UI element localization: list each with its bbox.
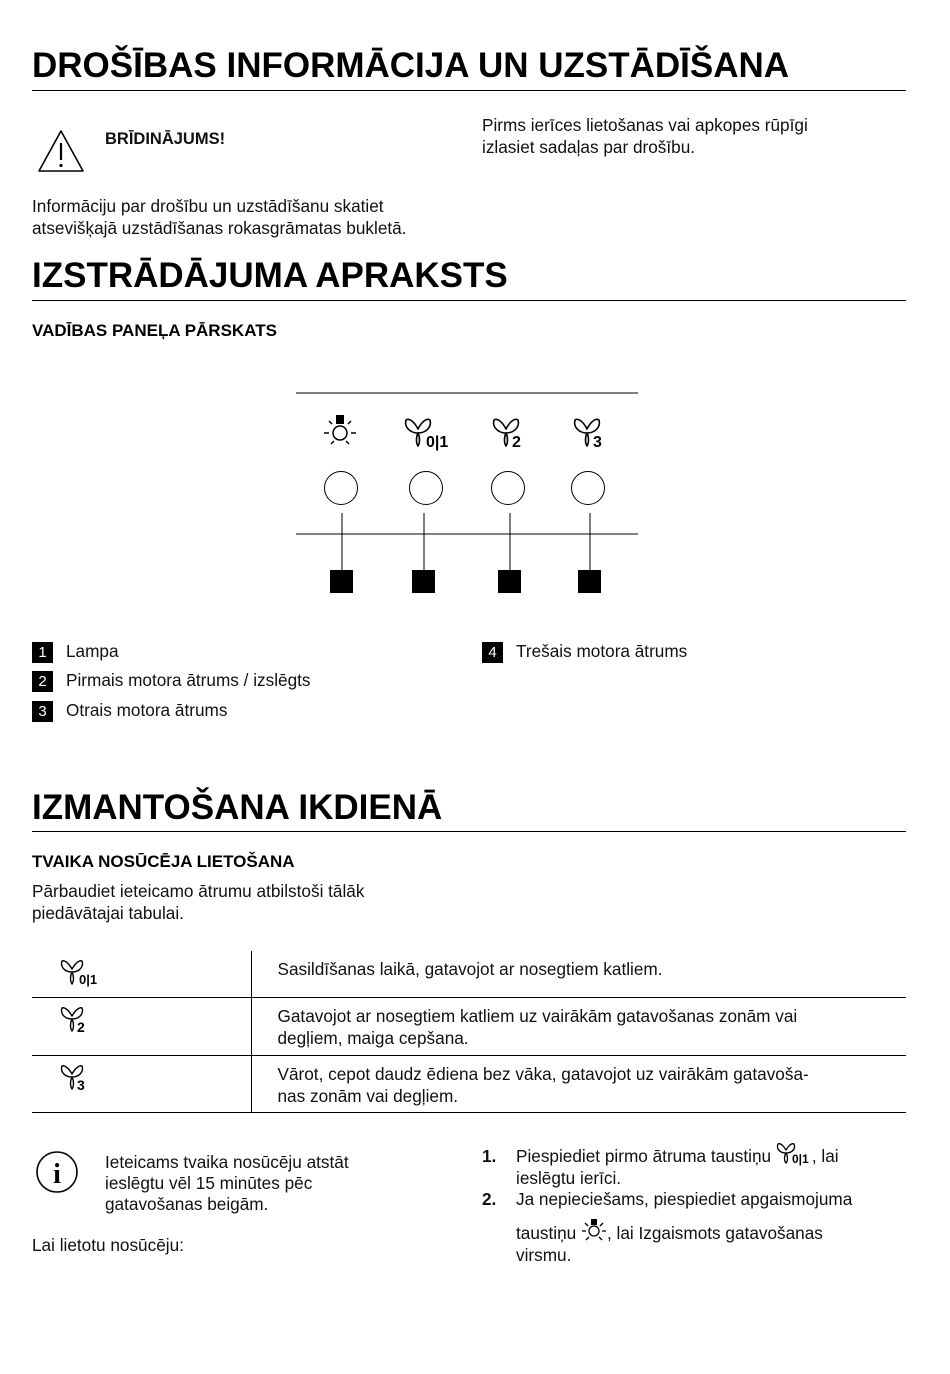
- fan-speed-01-icon: [406, 419, 449, 451]
- legend-number: 1: [32, 642, 53, 663]
- svg-text:2: 2: [77, 1018, 85, 1035]
- section-title-daily-use: IZMANTOŠANA IKDIENĀ: [32, 788, 443, 827]
- intro-line2: piedāvātajai tabulai.: [32, 903, 184, 923]
- lamp-icon: [581, 1218, 607, 1242]
- usage-intro: Lai lietotu nosūcēju:: [32, 1235, 184, 1255]
- speed-table: [32, 951, 906, 1113]
- marker-4: [578, 570, 601, 593]
- legend-label: Lampa: [66, 641, 119, 661]
- divider: [32, 831, 906, 832]
- step-text-part: Piespiediet pirmo ātruma taustiņu: [516, 1146, 772, 1166]
- subtitle-control-panel: VADĪBAS PANEĻA PĀRSKATS: [32, 321, 277, 340]
- speed3-button: [572, 472, 605, 505]
- section-title-safety: DROŠĪBAS INFORMĀCIJA UN UZSTĀDĪŠANA: [32, 46, 790, 85]
- info-note-line3: gatavošanas beigām.: [105, 1194, 269, 1214]
- table-row: [32, 1055, 906, 1112]
- fan-speed-2-icon: [494, 419, 521, 451]
- warning-label: BRĪDINĀJUMS!: [105, 130, 226, 148]
- safety-note-left-line2: atsevišķajā uzstādīšanas rokasgrāmatas bukletā.: [32, 218, 407, 238]
- table-cell-icon: [32, 951, 251, 997]
- step-text: [516, 1142, 912, 1189]
- fan-speed-01-icon: [60, 959, 104, 989]
- lamp-button: [325, 472, 358, 505]
- svg-text:0|1: 0|1: [79, 972, 98, 987]
- step-number: 1.: [482, 1146, 497, 1166]
- step-text-part: , lai Izgaismots gatavošanas: [606, 1223, 823, 1243]
- table-row: [32, 951, 906, 997]
- speed2-button: [492, 472, 525, 505]
- safety-note-left-line1: Informāciju par drošību un uzstādīšanu skatiet: [32, 196, 384, 216]
- svg-text:0|1: 0|1: [791, 1152, 809, 1166]
- safety-note-right-line1: Pirms ierīces lietošanas vai apkopes rūpīgi: [482, 115, 808, 135]
- legend-label: Otrais motora ātrums: [66, 700, 228, 720]
- fan-speed-01-icon: [776, 1142, 816, 1166]
- row-text-line1: Vārot, cepot daudz ēdiena bez vāka, gatavojot uz vairākām gatavoša-: [277, 1063, 809, 1084]
- fan-speed-2-icon: [60, 1006, 104, 1036]
- info-icon: [35, 1150, 79, 1194]
- fan-speed-3-icon: [60, 1064, 104, 1094]
- step-number: 2.: [482, 1189, 497, 1209]
- legend-number: 3: [32, 701, 53, 722]
- svg-text:3: 3: [593, 434, 602, 451]
- table-row: [32, 997, 906, 1055]
- marker-2: [412, 570, 435, 593]
- legend-number: 2: [32, 671, 53, 692]
- legend-label: Trešais motora ātrums: [516, 641, 688, 661]
- divider: [32, 300, 906, 301]
- info-note-line2: ieslēgtu vēl 15 minūtes pēc: [105, 1173, 313, 1193]
- row-text: Sasildīšanas laikā, gatavojot ar nosegtiem katliem.: [277, 959, 663, 979]
- warning-icon: [36, 128, 86, 174]
- table-cell-text: [251, 951, 906, 997]
- fan-speed-3-icon: [575, 419, 602, 451]
- step-text-part: ieslēgtu ierīci.: [516, 1168, 622, 1188]
- safety-note-right-line2: izlasiet sadaļas par drošību.: [482, 137, 696, 157]
- svg-text:i: i: [53, 1159, 61, 1190]
- info-note-line1: Ieteicams tvaika nosūcēju atstāt: [105, 1152, 349, 1172]
- marker-1: [330, 570, 353, 593]
- speed1-button: [410, 472, 443, 505]
- table-cell-text: [251, 997, 906, 1055]
- svg-text:3: 3: [77, 1076, 85, 1093]
- intro-line1: Pārbaudiet ieteicamo ātrumu atbilstoši tālāk: [32, 881, 365, 901]
- step-text-part: taustiņu: [516, 1223, 577, 1243]
- step-text: [516, 1188, 912, 1266]
- table-cell-icon: [32, 1055, 251, 1112]
- table-cell-text: [251, 1055, 906, 1112]
- legend-label: Pirmais motora ātrums / izslēgts: [66, 670, 311, 690]
- legend-number: 4: [482, 642, 503, 663]
- step-text-part: , lai: [811, 1146, 839, 1166]
- step-text-part: Ja nepieciešams, piespiediet apgaismojuma: [516, 1189, 853, 1209]
- subtitle-hood-usage: TVAIKA NOSŪCĒJA LIETOŠANA: [32, 852, 295, 871]
- svg-text:2: 2: [512, 434, 521, 451]
- divider: [32, 90, 906, 91]
- row-text-line2: nas zonām vai degļiem.: [277, 1085, 459, 1106]
- row-text-line1: Gatavojot ar nosegtiem katliem uz vairākām gatavošanas zonām vai: [277, 1005, 798, 1026]
- control-panel-diagram: [290, 385, 650, 605]
- step-text-part: virsmu.: [516, 1245, 572, 1265]
- lamp-icon: [324, 415, 356, 444]
- marker-3: [498, 570, 521, 593]
- svg-text:0|1: 0|1: [426, 434, 449, 451]
- table-cell-icon: [32, 997, 251, 1055]
- row-text-line2: degļiem, maiga cepšana.: [277, 1027, 469, 1048]
- section-title-product: IZSTRĀDĀJUMA APRAKSTS: [32, 256, 508, 295]
